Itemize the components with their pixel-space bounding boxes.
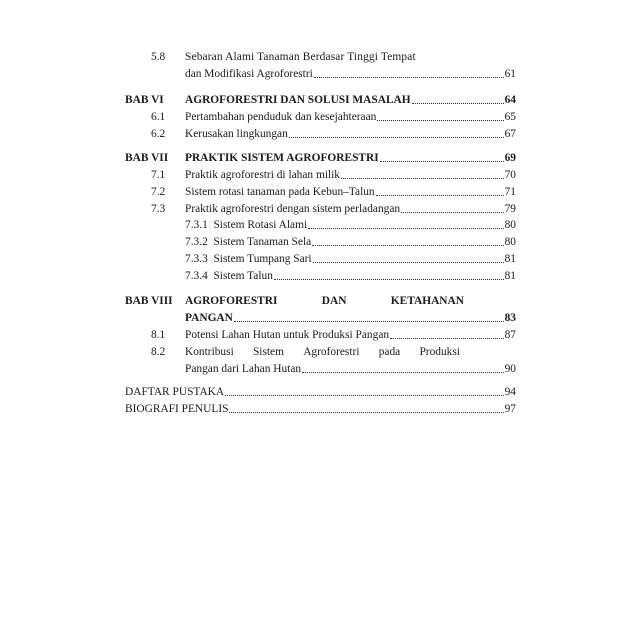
toc-entry-7-3-3[interactable] [185, 252, 516, 266]
entry-title: BIOGRAFI PENULIS [125, 403, 229, 415]
entry-number: 8.2 [151, 346, 166, 358]
entry-title: DAFTAR PUSTAKA [125, 386, 225, 398]
entry-title-word: pada [378, 346, 401, 358]
dot-leader [302, 362, 504, 373]
entry-title: Kerusakan lingkungan [185, 128, 288, 140]
entry-number: 7.2 [151, 186, 166, 198]
entry-title-line2: dan Modifikasi Agroforestri [185, 68, 313, 80]
dot-leader [401, 202, 504, 213]
entry-number: 6.2 [151, 128, 166, 140]
toc-entry-7-3-4[interactable] [185, 269, 516, 283]
entry-title: Sistem rotasi tanaman pada Kebun–Talun [185, 186, 375, 198]
toc-entry-bab-8[interactable] [185, 311, 516, 325]
entry-title-word: Produksi [419, 346, 460, 358]
toc-entry-8-2[interactable] [185, 362, 516, 376]
toc-entry-6-1[interactable] [185, 110, 516, 124]
page-number: 80 [504, 236, 516, 248]
page-number: 80 [504, 219, 516, 231]
dot-leader [225, 385, 503, 396]
page-number: 71 [504, 186, 516, 198]
dot-leader [234, 311, 504, 322]
chapter-label: BAB VI [125, 94, 164, 106]
entry-title: Pertambahan penduduk dan kesejahteraan [185, 111, 377, 123]
entry-title: Potensi Lahan Hutan untuk Produksi Pangan [185, 329, 390, 341]
page-number: 79 [504, 203, 516, 215]
entry-title-word: Agroforestri [303, 346, 360, 358]
entry-title: 7.3.2 Sistem Tanaman Sela [185, 236, 312, 248]
entry-number: 8.1 [151, 329, 166, 341]
dot-leader [341, 168, 504, 179]
page-number: 81 [504, 253, 516, 265]
chapter-title-word: DAN [321, 295, 347, 307]
page-number: 67 [504, 128, 516, 140]
toc-entry-7-3-2[interactable] [185, 235, 516, 249]
toc-entry-bab-6[interactable] [185, 93, 516, 107]
toc-entry-8-1[interactable] [185, 328, 516, 342]
dot-leader [229, 402, 503, 413]
page-number: 65 [504, 111, 516, 123]
entry-title-line2: Pangan dari Lahan Hutan [185, 363, 302, 375]
entry-title: 7.3.1 Sistem Rotasi Alami [185, 219, 308, 231]
dot-leader [380, 151, 504, 162]
chapter-title-line2: PANGAN [185, 312, 233, 324]
entry-number: 5.8 [151, 51, 166, 63]
chapter-title-word: AGROFORESTRI [185, 295, 278, 307]
entry-title-line1 [185, 50, 461, 64]
toc-entry-5-8[interactable] [185, 67, 516, 81]
chapter-title-word: KETAHANAN [390, 295, 464, 307]
dot-leader [376, 185, 504, 196]
entry-number: 7.3 [151, 203, 166, 215]
dot-leader [274, 269, 504, 280]
page-number: 94 [504, 386, 516, 398]
dot-leader [314, 67, 504, 78]
chapter-title: PRAKTIK SISTEM AGROFORESTRI [185, 152, 379, 164]
entry-title-word: Kontribusi [185, 346, 234, 358]
entry-title: Praktik agroforestri dengan sistem perladangan [185, 203, 401, 215]
toc-entry-7-3-1[interactable] [185, 218, 516, 232]
entry-title: 7.3.3 Sistem Tumpang Sari [185, 253, 312, 265]
dot-leader [377, 110, 503, 121]
entry-title-word: Sistem [252, 346, 284, 358]
page-number: 70 [504, 169, 516, 181]
toc-entry-biografi-penulis[interactable] [125, 402, 516, 416]
entry-number: 7.1 [151, 169, 166, 181]
entry-number: 6.1 [151, 111, 166, 123]
dot-leader [390, 328, 504, 339]
page-number: 83 [504, 312, 516, 324]
chapter-title: AGROFORESTRI DAN SOLUSI MASALAH [185, 94, 411, 106]
dot-leader [412, 93, 504, 104]
dot-leader [289, 127, 504, 138]
page-number: 64 [504, 94, 516, 106]
toc-entry-7-1[interactable] [185, 168, 516, 182]
toc-entry-7-2[interactable] [185, 185, 516, 199]
entry-title: 7.3.4 Sistem Talun [185, 270, 273, 282]
page-number: 87 [504, 329, 516, 341]
page-number: 81 [504, 270, 516, 282]
chapter-title-line1 [185, 294, 464, 308]
chapter-label: BAB VIII [125, 295, 173, 307]
page-number: 97 [504, 403, 516, 415]
toc-entry-bab-7[interactable] [185, 151, 516, 165]
toc-entry-7-3[interactable] [185, 202, 516, 216]
toc-entry-6-2[interactable] [185, 127, 516, 141]
chapter-label: BAB VII [125, 152, 169, 164]
entry-title: Sebaran Alami Tanaman Berdasar Tinggi Tempat [185, 51, 416, 63]
toc-entry-daftar-pustaka[interactable] [125, 385, 516, 399]
entry-title-line1 [185, 345, 460, 359]
dot-leader [313, 252, 504, 263]
dot-leader [308, 218, 503, 229]
entry-title: Praktik agroforestri di lahan milik [185, 169, 341, 181]
page-number: 61 [504, 68, 516, 80]
page-number: 69 [504, 152, 516, 164]
dot-leader [312, 235, 503, 246]
page-number: 90 [504, 363, 516, 375]
